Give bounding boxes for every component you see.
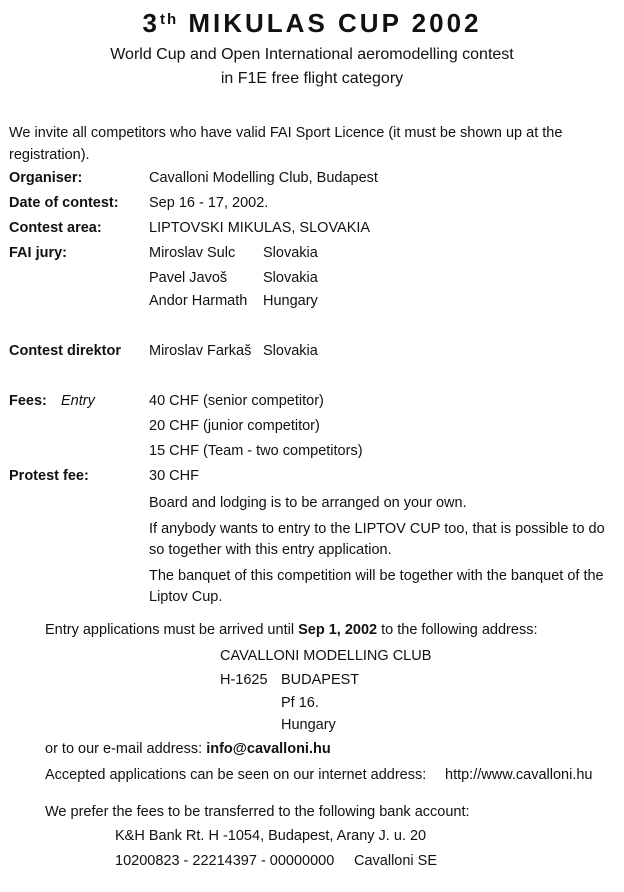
entry-suffix: to the following address: — [381, 622, 538, 638]
address-city: BUDAPEST — [281, 672, 360, 688]
director-name: Miroslav Farkaš — [149, 343, 252, 359]
fees-label: Fees: — [9, 393, 47, 409]
director-label: Contest direktor — [9, 343, 121, 359]
protest-label: Protest fee: — [9, 468, 89, 484]
date-label: Date of contest: — [9, 195, 119, 211]
jury-member-country: Slovakia — [263, 270, 318, 286]
organiser-value: Cavalloni Modelling Club, Budapest — [149, 170, 378, 186]
bank-account: 10200823 - 22214397 - 00000000 — [115, 853, 335, 869]
note-board: Board and lodging is to be arranged on your own. — [149, 495, 467, 511]
director-country: Slovakia — [263, 343, 318, 359]
email-address[interactable]: info@cavalloni.hu — [206, 741, 331, 757]
organiser-label: Organiser: — [9, 170, 83, 186]
address-postcode: H-1625 — [220, 672, 268, 688]
jury-label: FAI jury: — [9, 245, 68, 261]
jury-member-name: Pavel Javoš — [149, 270, 228, 286]
email-line — [45, 741, 331, 757]
note-banquet: The banquet of this competition will be together with the banquet of the Liptov Cup. — [149, 568, 604, 605]
area-value: LIPTOVSKI MIKULAS, SLOVAKIA — [149, 220, 371, 236]
address-country: Hungary — [281, 717, 336, 733]
protest-value: 30 CHF — [149, 468, 199, 484]
title-main: MIKULAS CUP 2002 — [188, 8, 482, 38]
date-value: Sep 16 - 17, 2002. — [149, 195, 269, 211]
entry-line — [45, 622, 537, 638]
jury-member-country: Slovakia — [263, 245, 318, 261]
jury-member-country: Hungary — [263, 293, 318, 309]
title-ordinal-suffix: th — [159, 11, 179, 28]
bank-line: K&H Bank Rt. H -1054, Budapest, Arany J. u. 20 — [115, 828, 427, 844]
page-title — [0, 8, 624, 39]
web-prefix: Accepted applications can be seen on our internet address: — [45, 767, 427, 783]
area-label: Contest area: — [9, 220, 102, 236]
note-liptov: If anybody wants to entry to the LIPTOV CUP too, that is possible to do so together with this entry application. — [149, 521, 605, 558]
web-url[interactable]: http://www.cavalloni.hu — [445, 767, 593, 783]
entry-deadline: Sep 1, 2002 — [298, 622, 378, 638]
title-ordinal: 3 — [142, 8, 160, 38]
bank-holder: Cavalloni SE — [354, 853, 438, 869]
fee-item: 20 CHF (junior competitor) — [149, 418, 320, 434]
bank-intro: We prefer the fees to be transferred to the following bank account: — [45, 804, 470, 820]
address-pobox: Pf 16. — [281, 695, 319, 711]
subtitle-line-2: in F1E free flight category — [220, 70, 404, 87]
fees-sublabel: Entry — [61, 393, 95, 409]
subtitle-line-1: World Cup and Open International aeromodelling contest — [110, 46, 514, 63]
address-club: CAVALLONI MODELLING CLUB — [220, 648, 432, 664]
jury-member-name: Andor Harmath — [149, 293, 248, 309]
jury-member-name: Miroslav Sulc — [149, 245, 236, 261]
fee-item: 40 CHF (senior competitor) — [149, 393, 324, 409]
invite-text: We invite all competitors who have valid FAI Sport Licence (it must be shown up at the registration). — [9, 125, 563, 163]
email-prefix: or to our e-mail address: — [45, 741, 203, 757]
fee-item: 15 CHF (Team - two competitors) — [149, 443, 363, 459]
entry-prefix: Entry applications must be arrived until — [45, 622, 295, 638]
